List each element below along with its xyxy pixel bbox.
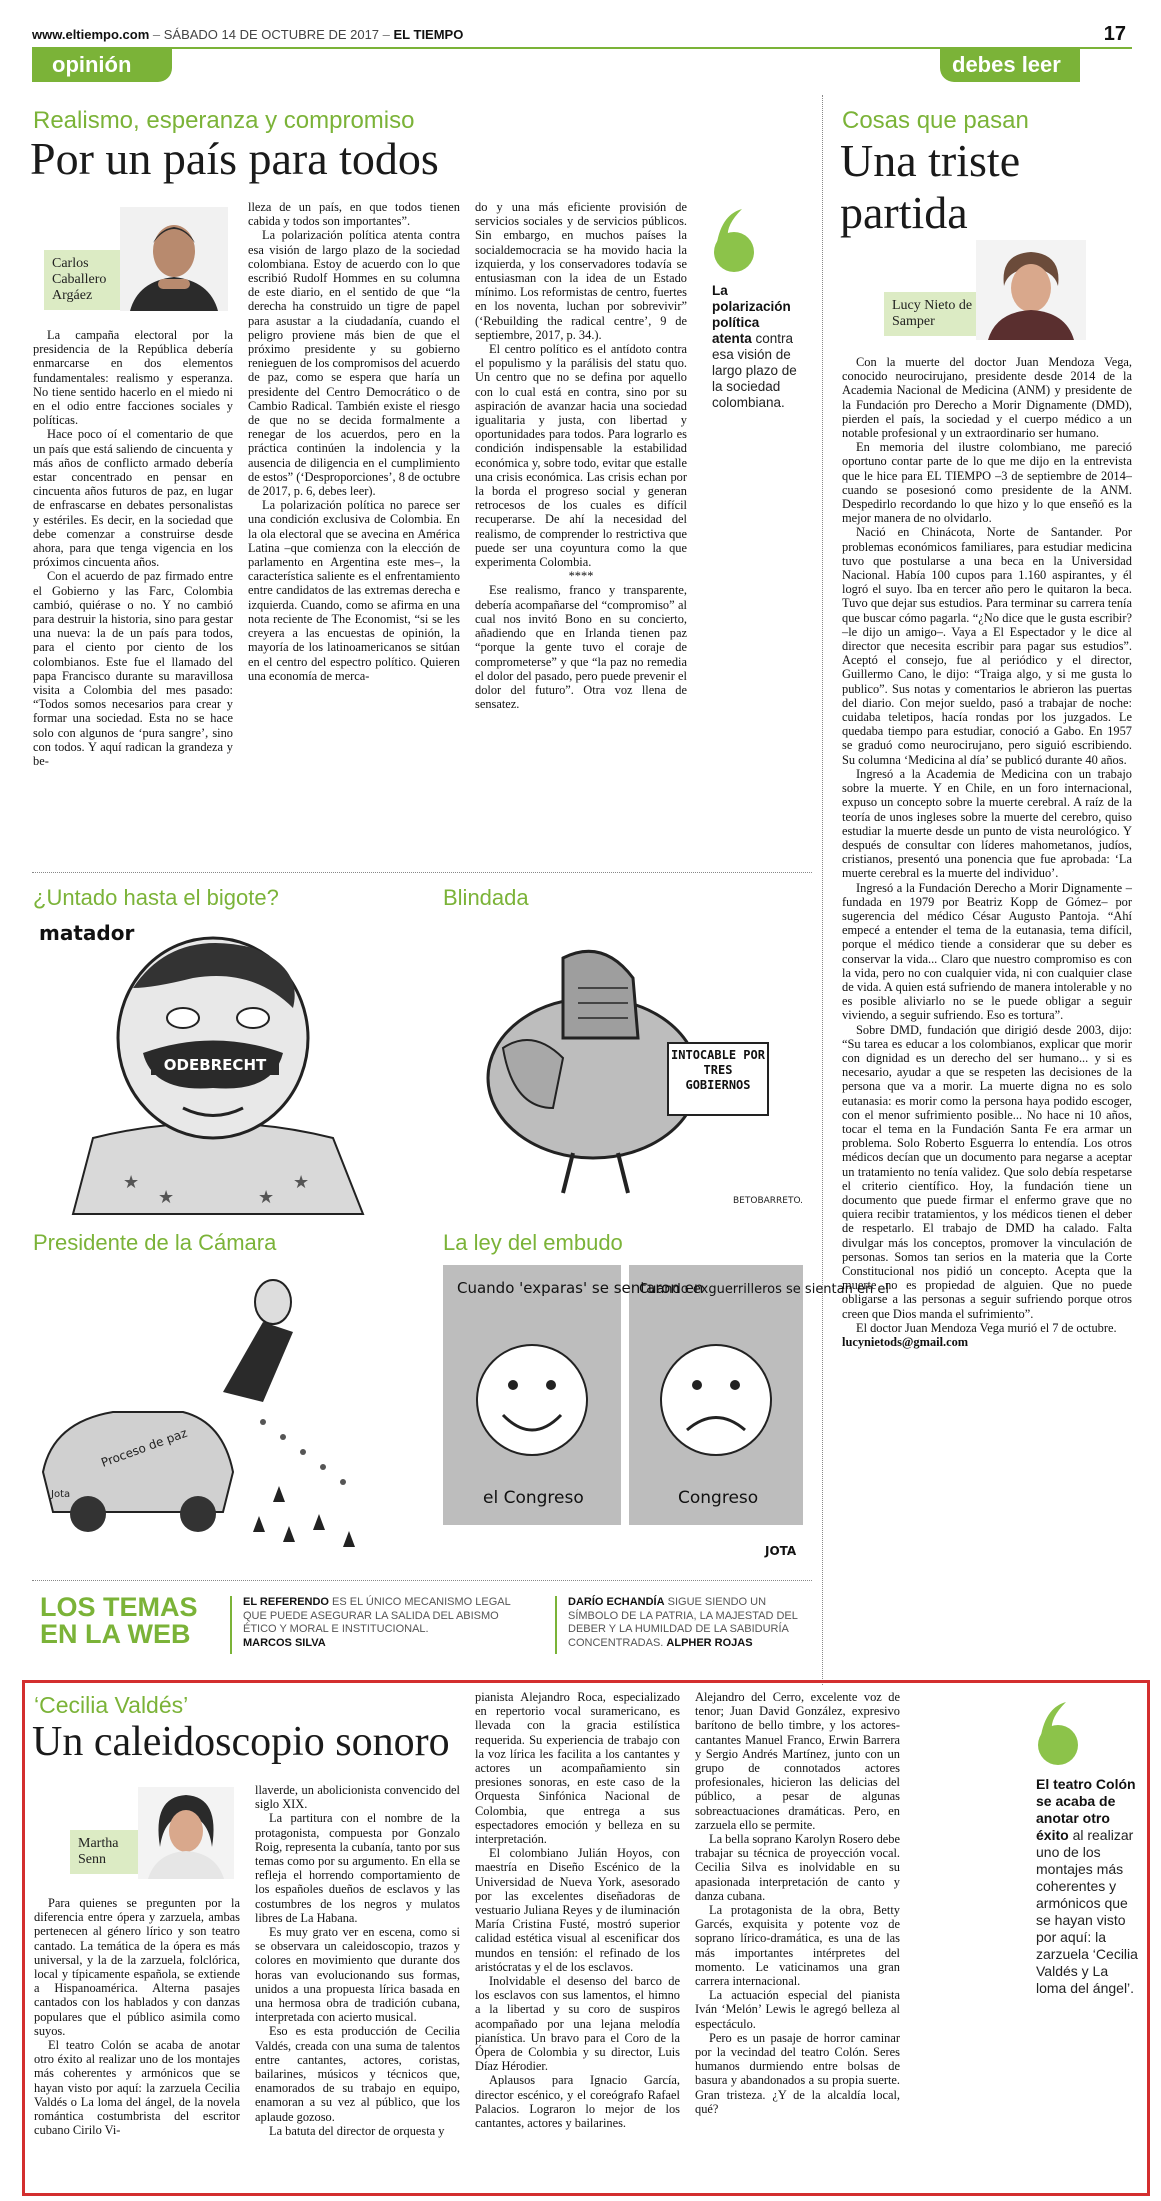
web-topics-divider-1 bbox=[230, 1596, 232, 1654]
author-email[interactable]: lucynietods@gmail.com bbox=[842, 1335, 969, 1350]
svg-text:★: ★ bbox=[293, 1172, 310, 1192]
right-headline-2: partida bbox=[840, 187, 968, 238]
main-col-2 bbox=[248, 200, 460, 683]
bottom-col-3 bbox=[475, 1690, 680, 2130]
cartoon-caption-4: La ley del embudo bbox=[443, 1230, 623, 1255]
right-paragraph: En memoria del ilustre colombiano, me pareció oportuno contar parte de lo que me dijo en la entrevista que le hice para EL TIEMPO –3 de septiembre de 2014– cuando se posesionó como presidente de la ANM. Despedirlo recordando lo que hizo y lo que enseñó es la mejor manera de no olvidarlo. bbox=[842, 440, 1132, 526]
date-line: SÁBADO 14 DE OCTUBRE DE 2017 bbox=[163, 27, 380, 42]
web-topics-top-rule bbox=[32, 1580, 812, 1581]
main-headline: Por un país para todos bbox=[30, 133, 439, 184]
section-divider-line bbox=[32, 872, 812, 873]
cartoon-4-signature: JOTA bbox=[765, 1544, 797, 1558]
right-col bbox=[842, 355, 1132, 1349]
author-photo bbox=[120, 207, 228, 311]
header-bar: www.eltiempo.com – SÁBADO 14 DE OCTUBRE DE 2017 – EL TIEMPO 17 bbox=[32, 23, 1126, 45]
bottom-paragraph: Inolvidable el desenso del barco de los esclavos con sus lamentos, el himno a la libertad y su coro de suspiros acompañado por una lejana melodía pianística. Un bravo para el Coro de la Ópera de Colombia y su director, Luis Díaz Hérodier. bbox=[475, 1974, 680, 2074]
pull-quote-bold: La polarización política atenta bbox=[712, 283, 791, 346]
author-name: Lucy Nieto de Samper bbox=[892, 298, 973, 329]
cartoon-caption-2: Blindada bbox=[443, 885, 529, 910]
paper-name: EL TIEMPO bbox=[393, 27, 464, 42]
web-topic-2-author: ALPHER ROJAS bbox=[666, 1636, 753, 1649]
cartoon-1-label: ODEBRECHT bbox=[163, 1056, 267, 1074]
cartoon-4-text-right: Cuando exguerrilleros se sientan en el bbox=[639, 1282, 889, 1297]
right-paragraph: El doctor Juan Mendoza Vega murió el 7 de octubre. bbox=[856, 1320, 1117, 1335]
column-divider bbox=[822, 95, 823, 1685]
author-photo bbox=[138, 1787, 234, 1879]
section-tab-debes-leer[interactable] bbox=[940, 49, 1080, 82]
main-paragraph: La campaña electoral por la presidencia de la República debería enmarcarse en dos elementos fundamentales: realismo y esperanza. No tiene sentido hacerlo en el miedo ni en el odio entre facciones sociales y políticas. bbox=[33, 328, 233, 428]
main-paragraph: Con el acuerdo de paz firmado entre el Gobierno y las Farc, Colombia cambió, quiérase o no. Y no cambió para destruir la historia, sino para gestar una nueva: la de un país para todos, para el ciento por ciento de los colombianos. Este fue el llamado del papa Francisco durante su maravillosa visita a Colombia del mes pasado: “Todos somos necesarios para crear y formar una sociedad. Esta no se hace solo con algunos de ‘pura sangre’, sino con todos. Y aquí radican la grandeza y be- bbox=[33, 569, 233, 769]
web-topic-2[interactable] bbox=[568, 1596, 808, 1650]
section-divider: **** bbox=[568, 569, 594, 584]
bottom-paragraph: Aplausos para Ignacio García, director escénico, y el coreógrafo Rafael Palacios. Lograron lo mejor de los cantantes, actores y bailarines. bbox=[475, 2073, 680, 2131]
author-photo bbox=[976, 240, 1086, 340]
bottom-paragraph: La partitura con el nombre de la protagonista, compuesta por Gonzalo Roig, representa la cubanía, tanto por sus temas como por su argumento. En ella se refleja el horrendo comportamiento de los españoles dueños de esclavos y las costumbres de los negros y mulatos libres de La Habana. bbox=[255, 1811, 460, 1925]
bottom-col-2 bbox=[255, 1783, 460, 2138]
cartoon-2-sign: INTOCABLE POR TRES GOBIERNOS bbox=[671, 1048, 765, 1092]
right-byline bbox=[884, 292, 986, 336]
bottom-paragraph: La protagonista de la obra, Betty Garcés, exquisita y potente voz de soprano lírico-dramática, es una de las más importantes intérpretes del momento. Le vaticinamos una gran carrera internacional. bbox=[695, 1903, 900, 1989]
main-col-3 bbox=[475, 200, 687, 711]
author-name: Carlos Caballero Argáez bbox=[52, 256, 107, 303]
cartoon-3-signature: Jota bbox=[51, 1489, 71, 1500]
main-paragraph: lleza de un país, en que todos tienen cabida y todos son importantes”. bbox=[248, 200, 460, 229]
web-topics-divider-2 bbox=[555, 1596, 557, 1654]
main-paragraph: Hace poco oí el comentario de que un país que está saliendo de cincuenta y más años de conflicto armado debería estar concentrado en pensar en cincuenta años futuros de paz, en lugar de enfrascarse en debates personalistas y estériles. Es decir, en la sociedad que debe comenzar a construirse desde ahora, para que tenga vigencia en los próximos cincuenta años. bbox=[33, 427, 233, 570]
right-headline-1: Una triste bbox=[840, 135, 1021, 186]
cartoon-2-signature: BETOBARRETO. bbox=[733, 1196, 804, 1206]
pull-quote-text: contra esa visión de largo plazo de la sociedad colombiana. bbox=[712, 331, 797, 410]
bottom-paragraph: La batuta del director de orquesta y bbox=[269, 2123, 445, 2138]
right-paragraph: Ingresó a la Academia de Medicina con un trabajo sobre la muerte. Y en Chile, en un foro internacional, expuso un concepto sobre la muerte cerebral. A raíz de la teoría de unos ingleses sobre la muerte del cerebro, quiso estudiar la muerte desde un punto de vista neurológico. Y después de consultar con líderes mahometanos, judíos, cristianos, presentó una ponencia que fue aprobada: ‘La muerte cerebral es la muerte del individuo’. bbox=[842, 766, 1132, 881]
main-pull-quote bbox=[712, 283, 802, 411]
bottom-pull-quote bbox=[1036, 1776, 1140, 1997]
bottom-paragraph: Pero es un pasaje de horror caminar por la vecindad del teatro Colón. Seres humanos durmiendo entre bolsas de basura y abandonados a su propia suerte. Gran tristeza. ¿Y de la alcaldía local, qué? bbox=[695, 2030, 900, 2116]
main-paragraph: La polarización política no parece ser una condición exclusiva de Colombia. En la ola electoral que se avecina en América Latina –que comienza con la elección de parlamento en Argentina este mes–, la característica saliente es el enfrentamiento entre candidatos de las extremas derecha e izquierda. Cuando, como se afirma en una nota reciente de The Economist, “si se les creyera a las encuestas de opinión, la mayoría de los latinoamericanos se sitúan en el centro del espectro político. Quieren una economía de merca- bbox=[248, 498, 460, 683]
cartoon-3-car-label: Proceso de paz bbox=[99, 1425, 190, 1470]
web-topic-1-bold: EL REFERENDO bbox=[243, 1596, 329, 1608]
bottom-paragraph: El colombiano Julián Hoyos, con maestría en Diseño Escénico de la Universidad de Nueva York, asesorado por las excelentes diseñadoras de vestuario Juliana Reyes y de iluminación María Cristina Fusté, mostró superior calidad estética visual al escenificar dos mundos en tensión: el refinado de los aristócratas y el de los esclavos. bbox=[475, 1846, 680, 1974]
bottom-byline bbox=[70, 1830, 148, 1874]
web-topic-2-bold: DARÍO ECHANDÍA bbox=[568, 1596, 665, 1608]
cartoon-4-caption-left: el Congreso bbox=[483, 1488, 584, 1508]
cartoon-ley-embudo bbox=[443, 1265, 889, 1565]
web-topic-2-text: SIGUE SIENDO UN SÍMBOLO DE LA PATRIA, LA MAJESTAD DEL DEBER Y LA HUMILDAD DE LA SABIDURÍA CONCENTRADAS. bbox=[568, 1596, 798, 1649]
pull-quote-text: al realizar uno de los montajes más coherentes y armónicos que se hayan visto por aquí: la zarzuela ‘Cecilia Valdés y La loma del ángel’. bbox=[1036, 1827, 1138, 1996]
bottom-paragraph: pianista Alejandro Roca, especializado en repertorio vocal suramericano, es llevada con la gracia estilística requerida. Su experiencia de trabajo con la voz lírica les facilita a los cantantes y actores un acompañamiento sin presiones sonoras, en este caso de la Orquesta Sinfónica Nacional de Colombia, que entrega a sus espectadores emoción y belleza en su interpretación. bbox=[475, 1690, 680, 1847]
bottom-col-1 bbox=[34, 1896, 240, 2137]
cartoon-4-caption-right: Congreso bbox=[678, 1488, 759, 1508]
main-paragraph: do y una más eficiente provisión de servicios sociales y de servicios públicos. Sin embargo, en muchos países la socialdemocracia se ha movido hacia la izquierda, y los conservadores todavía se entusiasman con la idea de un Estado mínimo. Los reformistas de centro, fuertes en los noventa, luchan por sobrevivir” (‘Rebuilding the radical centre’, 9 de septiembre, 2017, p. 34.). bbox=[475, 200, 687, 342]
right-paragraph: Nació en Chinácota, Norte de Santander. Por problemas económicos familiares, para estudiar medicina tuvo que postularse a una beca en la Universidad Nacional. Había 100 cupos para 1.160 aspirantes, y él logró el suyo. Iba en tercer año pero le quitaron la beca. Tuvo que dejar sus estudios. Para terminar su carrera tenía que buscar cómo pagarla. “¿No dice que le gusta escribir? –le dijo un amigo–. Vaya a El Espectador y le dice al director que necesita escribir para pagar sus estudios”. Aceptó el consejo, fue al periódico y el director, Guillermo Cano, le dijo: “Traiga algo, y si me gusta lo publico”. Sus notas y comentarios le abrieron las puertas del diario. Con mejor sueldo, pasó a trabajar de noche: cuidaba teletipos, hacía rondas por los juzgados. Le quedaba tiempo para estudiar, conoció a Gabo. En 1957 se graduó como neurocirujano, pero siguió escribiendo. Su columna ‘Medicina al día’ se publicó durante 40 años. bbox=[842, 525, 1132, 767]
site-url[interactable]: www.eltiempo.com bbox=[32, 27, 150, 42]
quote-icon bbox=[1036, 1700, 1080, 1768]
right-paragraph: Con la muerte del doctor Juan Mendoza Vega, conocido neurocirujano, presidente desde 2014 de la Academia Nacional de Medicina (ANM) y presidente de la Fundación pro Derecho a Morir Dignamente (DMD), pierden el país, la sociedad y el cuerpo médico a un notable profesional y un extraordinario ser humano. bbox=[842, 355, 1132, 441]
bottom-paragraph: Es muy grato ver en escena, como si se observara un caleidoscopio, trazos y colores en movimiento que durante dos horas van evolucionando sus formas, unidos a una propuesta lírica basada en una hermosa obra de tradición cubana, interpretada con acierto musical. bbox=[255, 1925, 460, 2025]
section-label-right: debes leer bbox=[952, 52, 1061, 77]
main-paragraph: La polarización política atenta contra esa visión de largo plazo de la sociedad colombiana. Estoy de acuerdo con lo que escribió Rudolf Hommes en su columna de este diario, en el sentido de que “la derecha ha construido un tigre de papel para asustar a la ciudadanía, cuando el peligro proviene más bien de que el próximo presidente y su gobierno renieguen de los compromisos del acuerdo de paz, como se espera que haría un presidente del Centro Democrático o de Cambio Radical. También existe el riesgo de que no se decida formalmente a renegar de los acuerdos, pero en la práctica continúen la indolencia y la ausencia de diligencia en el cumplimiento de estos” (‘Desproporciones’, 8 de octubre de 2017, p. 6, debes leer). bbox=[248, 228, 460, 499]
main-paragraph: Ese realismo, franco y transparente, debería acompañarse del “compromiso” al cual nos invitó Bono en su concierto, añadiendo que en Irlanda tienen paz “porque la gente tuvo el coraje de comprometerse” y que “la paz no remedia el dolor del pasado, pero puede prevenir el dolor del futuro”. Otra voz llena de sensatez. bbox=[475, 583, 687, 712]
bottom-paragraph: llaverde, un abolicionista convencido del siglo XIX. bbox=[255, 1783, 460, 1812]
svg-text:★: ★ bbox=[158, 1187, 175, 1207]
web-topics-title-2: EN LA WEB bbox=[40, 1619, 191, 1649]
main-byline bbox=[44, 250, 130, 310]
bottom-headline: Un caleidoscopio sonoro bbox=[32, 1719, 450, 1765]
right-paragraph: Sobre DMD, fundación que dirigió desde 2003, dijo: “Su tarea es educar a los colombianos, explicar que morir con dignidad es un derecho del ser humano... y si es necesario, ayudar a que se respeten las decisiones de la persona que va a morir. La muerte digna no es solo eutanasia: es morir como la persona haya podido escoger, con el menor sufrimiento posible... No hace ni 10 años, tocar el tema en la Fundación Santa Fe era armar un problema. Solo Roberto Esguerra lo entendía. Los otros médicos decían que un documento para negarse a aceptar un tratamiento no tenía validez. Que solo debía respetarse el criterio científico. Hoy, la fundación tiene un documento que puede firmar el enfermo grave que no quiera recibir tratamientos, y los médicos tienen el deber de respetarlo. El trabajo de DMD ha calado. Falta divulgar más los conceptos, promover la vinculación de personas. Somos tan serios en la materia que la Corte Constitucional nos pidió un concepto. Acepta que la muerte no es propiedad de alguien. Que no puede obligarse a las personas a seguir sufriendo porque otros creen que Dios manda el sufrimiento”. bbox=[842, 1022, 1132, 1321]
cartoon-caption-1: ¿Untado hasta el bigote? bbox=[33, 885, 279, 910]
main-kicker: Realismo, esperanza y compromiso bbox=[33, 107, 415, 134]
bottom-paragraph: Alejandro del Cerro, excelente voz de tenor; Juan David González, expresivo barítono de bello timbre, y los actores-cantantes Manuel Franco, Erwin Barrera y Sergio Andrés Martínez, junto con un grupo de connotados actores profesionales, hicieron las delicias del público, a pesar de algunas sobreactuaciones dramáticas. Pero, en zarzuela ello se permite. bbox=[695, 1690, 900, 1832]
right-paragraph: Ingresó a la Fundación Derecho a Morir Dignamente –fundada en 1979 por Beatriz Kopp de Gómez– por sugerencia del médico César Augusto Pantoja. “Ahí empecé a entender el tema de la eutanasia, tema difícil, porque el médico tiende a considerar que su deber es conservar la vida... Claro que nuestro compromiso es con la vida, pero no con cualquier vida, ni con cualquier clase de vida. A quien está sufriendo de manera intolerable y no es posible aliviarlo no se le puede obligar a seguir viviendo, a seguir sufriendo. Eso es tortura”. bbox=[842, 880, 1132, 1023]
bottom-paragraph: Eso es esta producción de Cecilia Valdés, creada con una suma de talentos entre cantantes, actores, coristas, bailarines, músicos y técnicos que, enamorados de su trabajo en equipo, enamoran a su vez al público, que los aplaude gozoso. bbox=[255, 2024, 460, 2124]
main-col-1 bbox=[33, 328, 233, 768]
pull-quote-bold: El teatro Colón se acaba de anotar otro éxito bbox=[1036, 1776, 1136, 1843]
bottom-kicker: ‘Cecilia Valdés’ bbox=[34, 1692, 189, 1718]
right-kicker: Cosas que pasan bbox=[842, 107, 1029, 134]
cartoon-blindada bbox=[443, 918, 803, 1214]
cartoon-4-text-left: Cuando 'exparas' se sentaron en bbox=[457, 1279, 704, 1297]
bottom-col-4 bbox=[695, 1690, 900, 2116]
main-paragraph: El centro político es el antídoto contra el populismo y la parálisis del statu quo. Un centro que no se defina por aquello con lo cual está en contra, sino por su aspiración de avanzar hacia una sociedad igualitaria y justa, con libertad y oportunidades para todos. Para lograrlo es condición indispensable la estabilidad económica y, sobre todo, evitar que estalle una crisis económica. Las crisis echan por la borda el progreso social y generan retrocesos de los cuales es difícil recuperarse. De ahí la necesidad del realismo, de comprender lo restrictiva que puede ser una coyuntura como la que experimenta Colombia. bbox=[475, 342, 687, 570]
bottom-paragraph: La actuación especial del pianista Iván ‘Melón’ Lewis le agregó belleza al espectáculo. bbox=[695, 1988, 900, 2031]
web-topics-title-1: LOS TEMAS bbox=[40, 1592, 198, 1622]
page-number: 17 bbox=[1103, 23, 1126, 45]
web-topics-title bbox=[40, 1594, 198, 1648]
svg-text:★: ★ bbox=[258, 1187, 275, 1207]
web-topic-1-author: MARCOS SILVA bbox=[243, 1636, 326, 1649]
section-tab-opinion[interactable] bbox=[32, 49, 172, 82]
section-label-left: opinión bbox=[52, 52, 132, 77]
bottom-paragraph: La bella soprano Karolyn Rosero debe trabajar su técnica de proyección vocal. Cecilia Silva es inolvidable en su apasionada interpretación de canto y danza cubana. bbox=[695, 1832, 900, 1903]
cartoon-untado bbox=[33, 918, 393, 1214]
svg-text:★: ★ bbox=[123, 1172, 140, 1192]
web-topic-1[interactable] bbox=[243, 1596, 523, 1650]
cartoon-presidente bbox=[33, 1262, 393, 1562]
cartoon-caption-3: Presidente de la Cámara bbox=[33, 1230, 277, 1255]
bottom-paragraph: El teatro Colón se acaba de anotar otro éxito al realizar uno de los montajes más coherentes y armónicos que se hayan visto por aquí: la zarzuela Cecilia Valdés o La loma del ángel, de la novela romántica costumbrista del escritor cubano Cirilo Vi- bbox=[34, 2038, 240, 2138]
quote-icon bbox=[712, 207, 756, 275]
author-name: Martha Senn bbox=[78, 1836, 119, 1867]
web-topic-1-text: ES EL ÚNICO MECANISMO LEGAL QUE PUEDE ASEGURAR LA SALIDA DEL ABISMO ÉTICO Y MORAL E INSTITUCIONAL. bbox=[243, 1596, 511, 1635]
cartoon-1-signature: matador bbox=[39, 921, 135, 945]
bottom-paragraph: Para quienes se pregunten por la diferencia entre ópera y zarzuela, ambas pertenecen al género lírico y son teatro cantado. La temática de la ópera es más universal, y la de la zarzuela, folclórica, local y típicamente española, se extiende a Hispanoamérica. Alterna pasajes cantados con los hablados y con danzas populares que el público asimila como suyos. bbox=[34, 1896, 240, 2038]
